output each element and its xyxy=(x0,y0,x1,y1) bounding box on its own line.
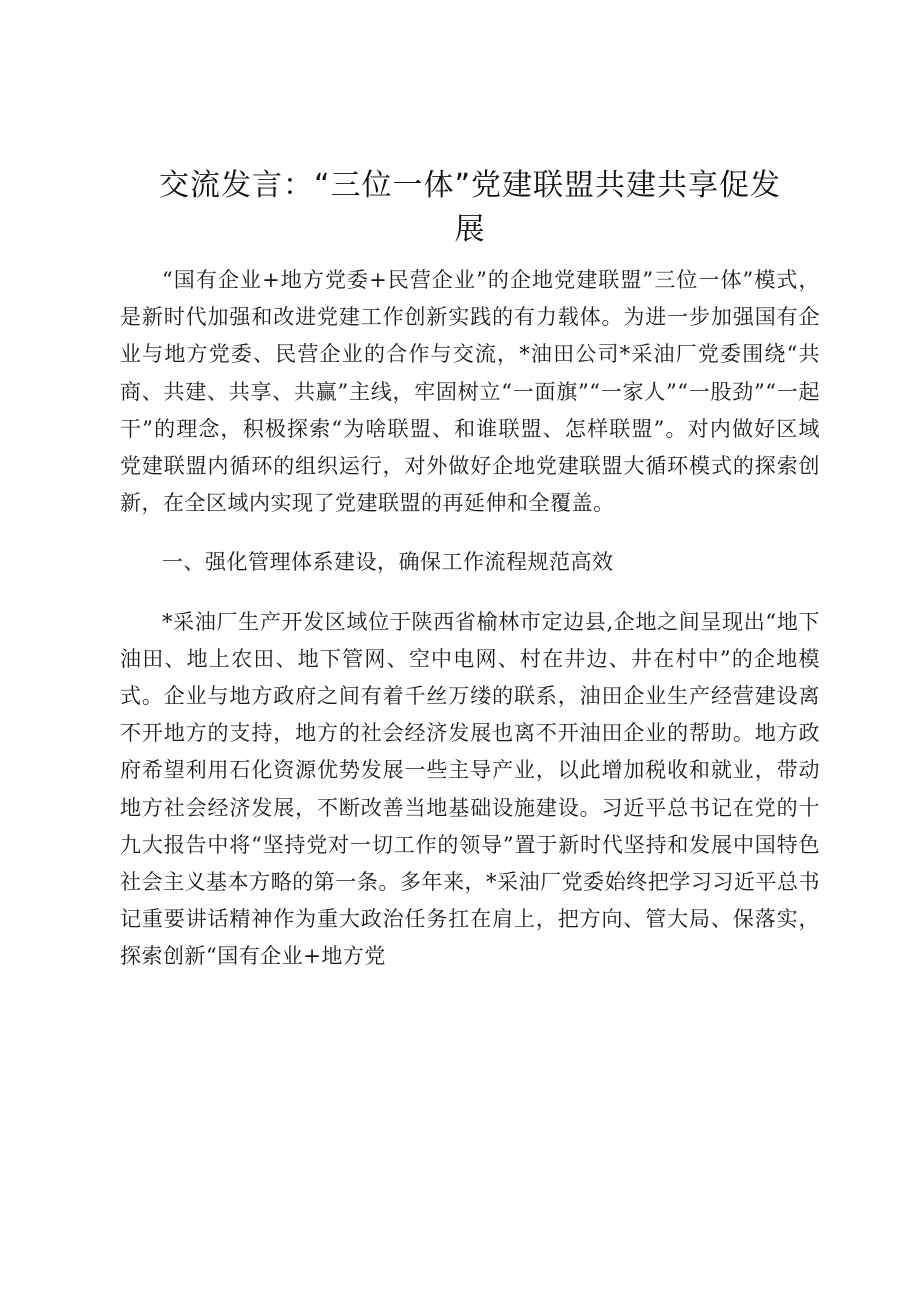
title-line-2: 展 xyxy=(454,212,486,247)
section-heading-1: 一、强化管理体系建设，确保工作流程规范高效 xyxy=(162,550,614,575)
intro-paragraph: “国有企业+地方党委+民营企业”的企地党建联盟”三位一体”模式，是新时代加强和改进党建工作创新实践的有力载体。为进一步加强国有企业与地方党委、民营企业的合作与交流，*油田公司*采油厂党委围绕“共商、共建、共享、共赢”主线，牢固树立“一面旗”“一家人”“一股劲”“一起干”的理念，积极探索“为啥联盟、和谁联盟、怎样联盟”。对内做好区域党建联盟内循环的组织运行，对外做好企地党建联盟大循环模式的探索创新，在全区域内实现了党建联盟的再延伸和全覆盖。 xyxy=(120,268,820,516)
section-1-paragraph: *采油厂生产开发区域位于陕西省榆林市定边县,企地之间呈现出“地下油田、地上农田、地下管网、空中电网、村在井边、井在村中”的企地模式。企业与地方政府之间有着千丝万缕的联系，油田企业生产经营建设离不开地方的支持，地方的社会经济发展也离不开油田企业的帮助。地方政府希望利用石化资源优势发展一些主导产业，以此增加税收和就业，带动地方社会经济发展，不断改善当地基础设施建设。习近平总书记在党的十九大报告中将“坚持党对一切工作的领导”置于新时代坚持和发展中国特色社会主义基本方略的第一条。多年来，*采油厂党委始终把学习习近平总书记重要讲话精神作为重大政治任务扛在肩上，把方向、管大局、保落实，探索创新“国有企业+地方党 xyxy=(120,609,820,969)
title-line-1: 交流发言：“三位一体”党建联盟共建共享促发 xyxy=(158,168,782,203)
document-title xyxy=(120,164,820,252)
document-body xyxy=(120,262,820,976)
